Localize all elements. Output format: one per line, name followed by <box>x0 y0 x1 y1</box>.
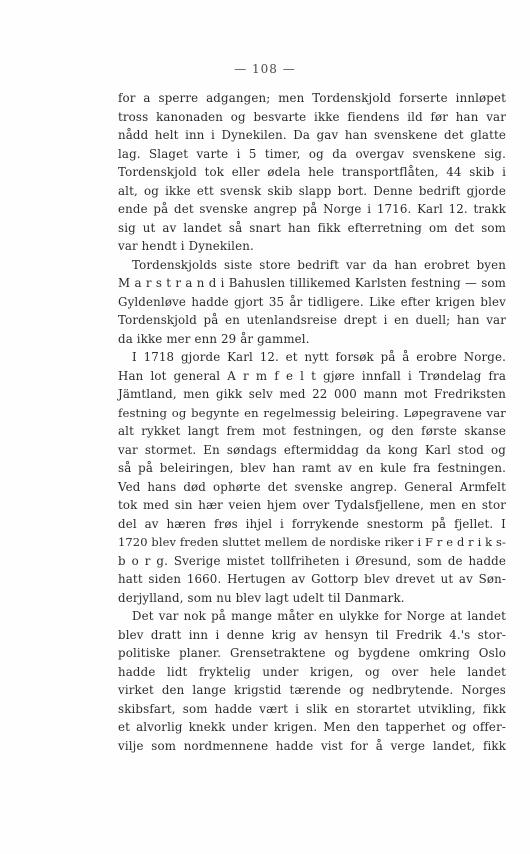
text-line: Gyldenløve hadde gjort 35 år tidligere. Like efter krigen blev <box>118 294 506 309</box>
text-line: skibsfart, som hadde vært i slik en storartet utvikling, fikk <box>118 701 506 716</box>
text-line: sig ut av landet så snart han fikk efterretning om det som <box>118 220 506 235</box>
body-text <box>118 89 506 755</box>
text-line: tross kanonaden og besvarte ikke fiendens ild før han var <box>118 109 506 124</box>
text-line: var stormet. En søndags eftermiddag da kong Karl stod og <box>118 442 506 457</box>
text-line: Tordenskjold tok eller ødela hele transportflåten, 44 skib i <box>118 165 506 179</box>
text-line: så på beleiringen, blev han ramt av en kule fra festningen. <box>118 461 506 475</box>
text-line: var hendt i Dynekilen. <box>118 239 254 253</box>
text-line: festning og begynte en regelmessig beleiring. Løpegravene var <box>118 405 506 420</box>
text-line: ende på det svenske angrep på Norge i 1716. Karl 12. trakk <box>118 202 506 216</box>
text-line: alt, og ikke ett svensk skib slapp bort. Denne bedrift gjorde <box>118 183 506 198</box>
text-line: M a r s t r a n d i Bahuslen tillikemed Karlsten festning — som <box>118 276 506 290</box>
text-line: politiske planer. Grensetraktene og bygdene omkring Oslo <box>118 646 506 660</box>
text-line: Tordenskjold på en utenlandsreise drept i en duell; han var <box>118 313 506 327</box>
text-line: derjylland, som nu blev lagt udelt til Danmark. <box>118 590 405 605</box>
text-line: I 1718 gjorde Karl 12. et nytt forsøk på å erobre Norge. <box>132 350 506 364</box>
text-line: b o r g. Sverige mistet tollfriheten i Øresund, som de hadde <box>118 553 506 568</box>
page-number: — 108 — <box>234 62 296 76</box>
text-line: Ved hans død ophørte det svenske angrep. General Armfelt <box>118 479 506 494</box>
text-line: Han lot general A r m f e l t gjøre innfall i Trøndelag fra <box>118 368 506 383</box>
text-line: et alvorlig knekk under krigen. Men den tapperhet og offer- <box>118 720 506 734</box>
text-line: hatt siden 1660. Hertugen av Gottorp blev drevet ut av Søn- <box>118 572 506 586</box>
text-line: alt rykket langt frem mot festningen, og den første skanse <box>118 424 506 438</box>
text-line: blev dratt inn i denne krig av hensyn til Fredrik 4.'s stor- <box>118 627 506 642</box>
text-line: for a sperre adgangen; men Tordenskjold forserte innløpet <box>118 91 506 105</box>
text-line: del av hæren frøs ihjel i forrykende snestorm på fjellet. I <box>118 516 506 531</box>
text-line: hadde lidt fryktelig under krigen, og over hele landet <box>118 664 506 679</box>
text-line: vilje som nordmennene hadde vist for å verge landet, fikk <box>118 738 506 753</box>
text-line: tok med sin hær veien hjem over Tydalsfjellene, men en stor <box>118 498 506 512</box>
text-line: 1720 blev freden sluttet mellem de nordiske riker i F r e d r i k s- <box>118 535 506 549</box>
text-line: Tordenskjolds siste store bedrift var da han erobret byen <box>132 257 506 272</box>
text-line: nådd helt inn i Dynekilen. Da gav han svenskene det glatte <box>118 128 506 142</box>
text-line: Det var nok på mange måter en ulykke for Norge at landet <box>132 609 506 623</box>
text-line: da ikke mer enn 29 år gammel. <box>118 331 310 346</box>
text-line: lag. Slaget varte i 5 timer, og da overgav svenskene sig. <box>118 146 506 161</box>
text-line: virket den lange krigstid tærende og nedbrytende. Norges <box>118 683 506 697</box>
text-line: Jämtland, men gikk selv med 22 000 mann mot Fredriksten <box>118 387 506 401</box>
